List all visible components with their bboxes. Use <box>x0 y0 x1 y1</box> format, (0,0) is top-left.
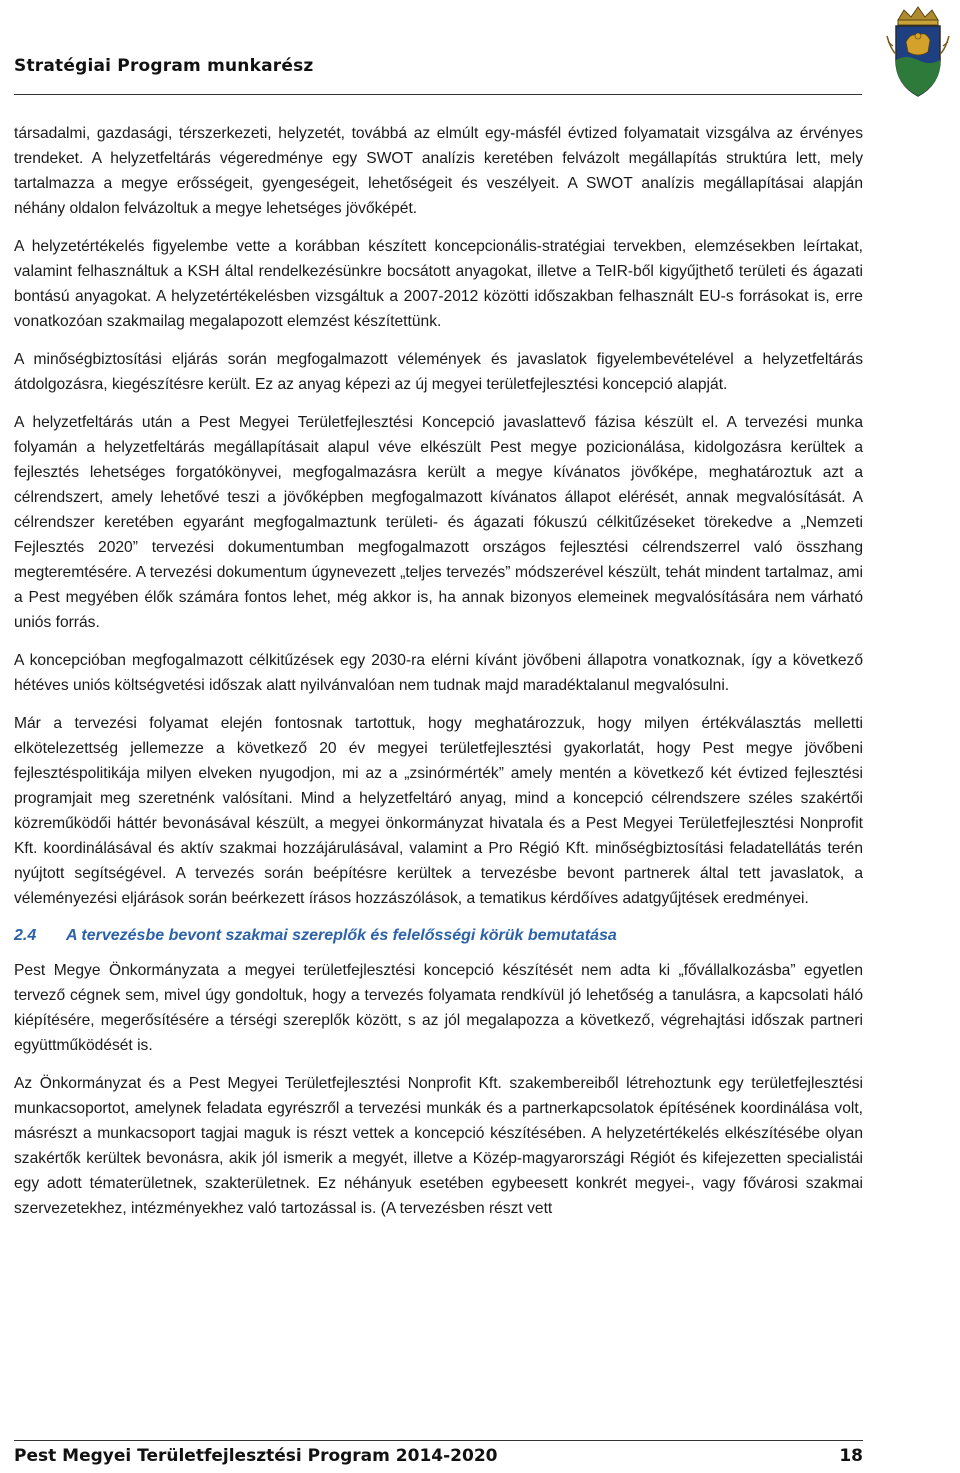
page-number: 18 <box>839 1446 863 1466</box>
county-coat-of-arms-icon <box>884 2 952 102</box>
paragraph: A helyzetértékelés figyelembe vette a korábban készített koncepcionális-stratégiai tervekben, elemzésekben leírtakat, valamint felhasználtuk a KSH által rendelkezésünkre bocsátott anyagokat, illetve a TeIR-ből kigyűjthető területi és ágazati bontású anyagokat. A helyzetértékelésben vizsgáltuk a 2007-2012 közötti időszakban felhasznált EU-s forrásokat is, erre vonatkozóan szakmailag megalapozott elemzést készítettünk. <box>14 238 863 330</box>
paragraph: A helyzetfeltárás után a Pest Megyei Területfejlesztési Koncepció javaslattevő fázisa készült el. A tervezési munka folyamán a helyzetfeltárás megállapításait alapul véve elkészült Pest megye pozicionálása, kidolgozásra kerültek a fejlesztés lehetséges forgatókönyvei, megfogalmazásra került a megye kívánatos jövőképe, meghatároztuk azt a célrendszert, amely lehetővé teszi a jövőképben megfogalmazott kívánatos állapot elérését, annak megvalósítását. A célrendszer keretében egyaránt megfogalmaztunk területi- és ágazati fókuszú célkitűzéseket törekedve a „Nemzeti Fejlesztés 2020” tervezési dokumentumban megfogalmazott országos fejlesztési célrendszerrel való összhang megteremtésére. A tervezési dokumentum úgynevezett „teljes tervezés” módszerével készült, tehát mindent tartalmaz, ami a Pest megyében élők számára fontos lehet, még akkor is, ha annak bizonyos elemeinek megvalósítására nem várható uniós forrás. <box>14 414 863 631</box>
paragraph: Már a tervezési folyamat elején fontosnak tartottuk, hogy meghatározzuk, hogy milyen értékválasztás melletti elkötelezettség jellemezze a következő 20 év megyei területfejlesztési gyakorlatát, hogy Pest megye jövőbeni fejlesztéspolitikája milyen elveken nyugodjon, mi az a „zsinórmérték” amely mentén a következő két évtized fejlesztési programjait meg szeretnénk valósítani. Mind a helyzetfeltáró anyag, mind a koncepció célrendszere széles szakértői közreműködői háttér bevonásával készült, a megyei önkormányzat hivatala és a Pest Megyei Területfejlesztési Nonprofit Kft. koordinálásával és aktív szakmai hozzájárulásával, valamint a Pro Régió Kft. minőségbiztosítási feladatellátás terén nyújtott segítségével. A tervezés során beépítésre kerültek a tervezésbe bevont partnerek által tett javaslatok, a véleményezési eljárások során beérkezett írásos hozzászólások, a tematikus kérdőíves adatgyűjtések eredményei. <box>14 715 863 907</box>
header-rule <box>14 94 862 95</box>
paragraph: Pest Megye Önkormányzata a megyei területfejlesztési koncepció készítését nem adta ki „fővállalkozásba” egyetlen tervező cégnek sem, mivel úgy gondoltuk, hogy a tervezés folyamata rendkívül jó lehetőség a tanulásra, a kapcsolati háló kiépítésére, megerősítésére a térségi szereplők között, s az jól megalapozza a következő, végrehajtási időszak partneri együttműködését is. <box>14 962 863 1054</box>
page-header <box>0 0 960 108</box>
section-title: A tervezésbe bevont szakmai szereplők és felelősségi körük bemutatása <box>66 927 617 944</box>
section-heading <box>14 924 863 948</box>
footer-title: Pest Megyei Területfejlesztési Program 2014-2020 <box>14 1446 498 1466</box>
page-footer <box>14 1440 863 1466</box>
header-title: Stratégiai Program munkarész <box>14 56 314 76</box>
paragraph: A minőségbiztosítási eljárás során megfogalmazott vélemények és javaslatok figyelembevételével a helyzetfeltárás átdolgozásra, kiegészítésre került. Ez az anyag képezi az új megyei területfejlesztési koncepció alapját. <box>14 351 863 393</box>
paragraph: társadalmi, gazdasági, térszerkezeti, helyzetét, továbbá az elmúlt egy-másfél évtized folyamatait vizsgálva az érvényes trendeket. A helyzetfeltárás végeredménye egy SWOT analízis keretében felvázolt megállapítás struktúra lett, mely tartalmazza a megye erősségeit, gyengeségeit, lehetőségeit és veszélyeit. A SWOT analízis megállapításai alapján néhány oldalon felvázoltuk a megye lehetséges jövőképét. <box>14 125 863 217</box>
section-number: 2.4 <box>14 927 37 944</box>
paragraph: Az Önkormányzat és a Pest Megyei Területfejlesztési Nonprofit Kft. szakembereiből létrehoztunk egy területfejlesztési munkacsoportot, amelynek feladata egyrészről a tervezési munkák és a partnerkapcsolatok építésének koordinálása volt, másrészt a munkacsoport tagjai maguk is részt vettek a koncepció készítésében. A helyzetértékelés elkészítésébe olyan szakértők kerültek bevonásra, akik jól ismerik a megyét, illetve a Közép-magyarországi Régiót és kifejezetten specialistái egy adott tématerületnek, szakterületnek. Ez néhányuk esetében egybeesett konkrét megyei-, vagy fővárosi szakmai szervezetekhez, intézményekhez való tartozással is. (A tervezésben részt vett <box>14 1075 863 1217</box>
document-body <box>14 121 863 1234</box>
paragraph: A koncepcióban megfogalmazott célkitűzések egy 2030-ra elérni kívánt jövőbeni állapotra vonatkoznak, így a következő hétéves uniós költségvetési időszak alatt nyilvánvalóan nem tudnak majd maradéktalanul megvalósulni. <box>14 652 863 694</box>
footer-rule <box>14 1440 863 1441</box>
